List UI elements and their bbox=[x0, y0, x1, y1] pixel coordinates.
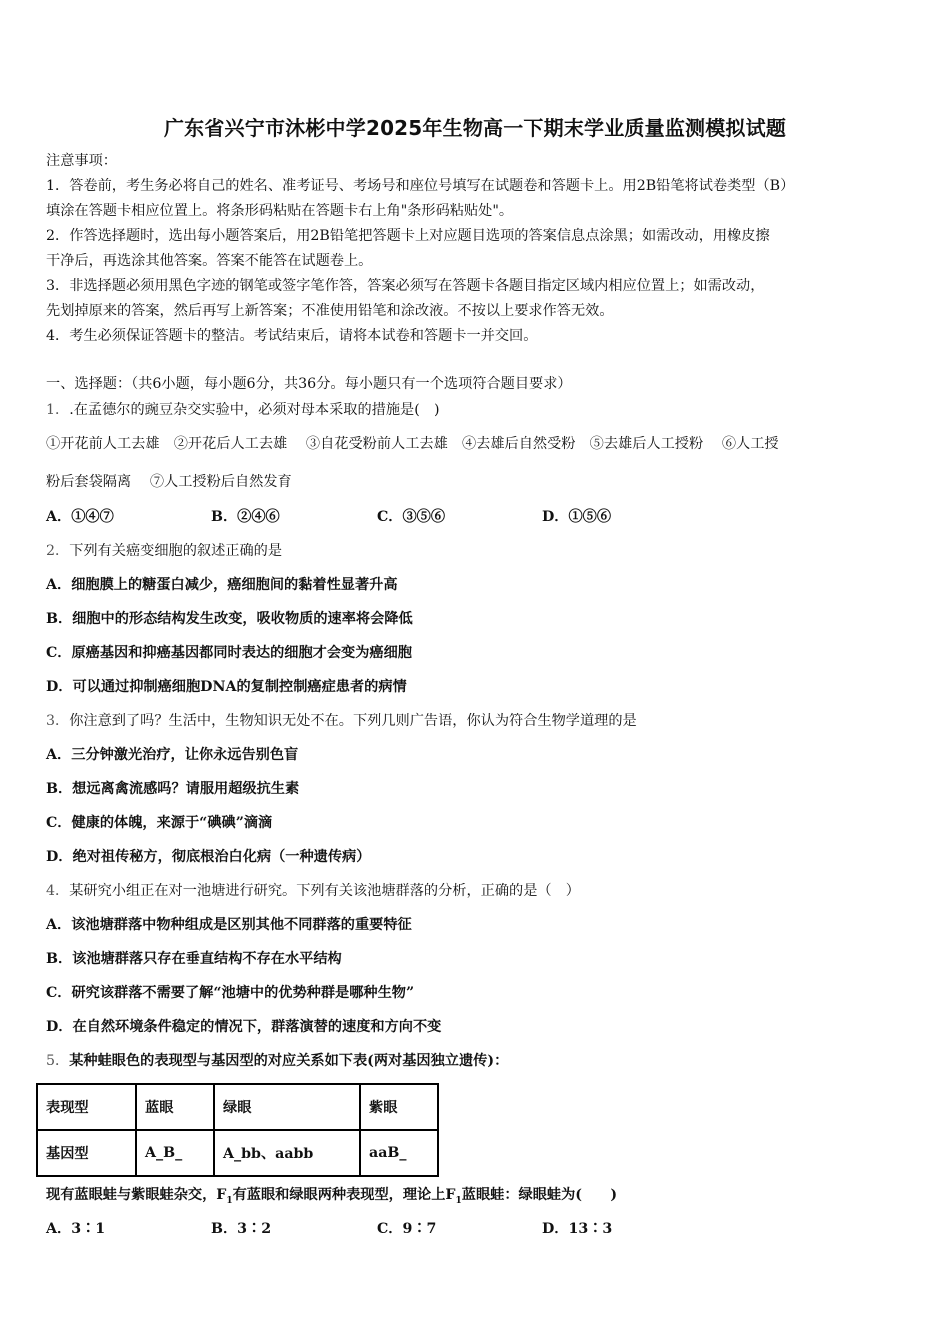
q1-option-a[interactable]: A．①④⑦ bbox=[46, 509, 114, 525]
genotype-table bbox=[36, 1083, 439, 1177]
q2-option-c[interactable]: C．原癌基因和抑癌基因都同时表达的细胞才会变为癌细胞 bbox=[46, 645, 412, 661]
table-cell: 蓝眼 bbox=[136, 1084, 214, 1130]
question-number: 1． bbox=[46, 402, 70, 418]
question-text: 某研究小组正在对一池塘进行研究。下列有关该池塘群落的分析，正确的是（ ） bbox=[69, 883, 580, 899]
q4-option-d[interactable]: D．在自然环境条件稳定的情况下，群落演替的速度和方向不变 bbox=[46, 1019, 442, 1035]
notice-line: 1．答卷前，考生务必将自己的姓名、准考证号、考场号和座位号填写在试题卷和答题卡上。用2B铅笔将试卷类型（B） bbox=[46, 178, 795, 194]
table-cell: A_B_ bbox=[136, 1130, 214, 1176]
table-cell: 绿眼 bbox=[214, 1084, 360, 1130]
question-4-stem bbox=[46, 881, 580, 901]
notice-line: 2．作答选择题时，选出每小题答案后，用2B铅笔把答题卡上对应题目选项的答案信息点涂黑；如需改动，用橡皮擦 bbox=[46, 228, 770, 244]
table-cell: 基因型 bbox=[37, 1130, 136, 1176]
question-number: 3． bbox=[46, 713, 70, 729]
prompt-text: 蓝眼蛙：绿眼蛙为( ) bbox=[461, 1187, 618, 1203]
question-2-stem bbox=[46, 541, 282, 561]
notice-line: 先划掉原来的答案，然后再写上新答案；不准使用铅笔和涂改液。不按以上要求作答无效。 bbox=[46, 303, 614, 319]
question-number: 5． bbox=[46, 1053, 70, 1069]
q2-option-d[interactable]: D．可以通过抑制癌细胞DNA的复制控制癌症患者的病情 bbox=[46, 679, 407, 695]
question-number: 4． bbox=[46, 883, 70, 899]
question-1-statements-cont: 粉后套袋隔离 ⑦人工授粉后自然发育 bbox=[46, 474, 292, 490]
q3-option-c[interactable]: C．健康的体魄，来源于“碘碘”滴滴 bbox=[46, 815, 273, 831]
question-1-stem bbox=[46, 400, 440, 420]
subscript: 1 bbox=[226, 1195, 233, 1206]
question-3-stem bbox=[46, 711, 637, 731]
q3-option-b[interactable]: B．想远离禽流感吗？请服用超级抗生素 bbox=[46, 781, 300, 797]
notice-line: 4．考生必须保证答题卡的整洁。考试结束后，请将本试卷和答题卡一并交回。 bbox=[46, 328, 538, 344]
table-row bbox=[37, 1084, 438, 1130]
q3-option-d[interactable]: D．绝对祖传秘方，彻底根治白化病（一种遗传病） bbox=[46, 849, 371, 865]
question-1-statements: ①开花前人工去雄 ②开花后人工去雄 ③自花受粉前人工去雄 ④去雄后自然受粉 ⑤去雄后人工授粉 ⑥人工授 bbox=[46, 436, 779, 452]
q2-option-a[interactable]: A．细胞膜上的糖蛋白减少，癌细胞间的黏着性显著升高 bbox=[46, 577, 398, 593]
notice-line: 3．非选择题必须用黑色字迹的钢笔或签字笔作答，答案必须写在答题卡各题目指定区域内相应位置上；如需改动， bbox=[46, 278, 765, 294]
q5-option-d[interactable]: D．13∶3 bbox=[542, 1221, 613, 1237]
prompt-text: 现有蓝眼蛙与紫眼蛙杂交，F bbox=[46, 1187, 227, 1203]
q1-option-b[interactable]: B．②④⑥ bbox=[211, 509, 280, 525]
table-row bbox=[37, 1130, 438, 1176]
question-number: 2． bbox=[46, 543, 70, 559]
notice-line: 干净后，再选涂其他答案。答案不能答在试题卷上。 bbox=[46, 253, 373, 269]
q1-option-c[interactable]: C．③⑤⑥ bbox=[377, 509, 446, 525]
table-cell: A_bb、aabb bbox=[214, 1130, 360, 1176]
q1-option-d[interactable]: D．①⑤⑥ bbox=[542, 509, 612, 525]
prompt-text: 有蓝眼和绿眼两种表现型，理论上F bbox=[232, 1187, 456, 1203]
notice-line: 填涂在答题卡相应位置上。将条形码粘贴在答题卡右上角"条形码粘贴处"。 bbox=[46, 203, 514, 219]
q5-option-a[interactable]: A．3∶1 bbox=[46, 1221, 106, 1237]
q2-option-b[interactable]: B．细胞中的形态结构发生改变，吸收物质的速率将会降低 bbox=[46, 611, 413, 627]
table-cell: 紫眼 bbox=[360, 1084, 438, 1130]
q4-option-c[interactable]: C．研究该群落不需要了解“池塘中的优势种群是哪种生物” bbox=[46, 985, 415, 1001]
question-5-prompt bbox=[46, 1185, 617, 1211]
notice-heading: 注意事项： bbox=[46, 153, 117, 169]
question-text: .在孟德尔的豌豆杂交实验中，必须对母本采取的措施是( ) bbox=[69, 402, 440, 418]
page-title: 广东省兴宁市沐彬中学2025年生物高一下期末学业质量监测模拟试题 bbox=[163, 116, 787, 140]
question-5-stem bbox=[46, 1051, 508, 1071]
q4-option-a[interactable]: A．该池塘群落中物种组成是区别其他不同群落的重要特征 bbox=[46, 917, 412, 933]
section-heading: 一、选择题：（共6小题，每小题6分，共36分。每小题只有一个选项符合题目要求） bbox=[46, 376, 572, 392]
q5-option-c[interactable]: C．9∶7 bbox=[377, 1221, 437, 1237]
q3-option-a[interactable]: A．三分钟激光治疗，让你永远告别色盲 bbox=[46, 747, 299, 763]
q5-option-b[interactable]: B．3∶2 bbox=[211, 1221, 272, 1237]
table-cell: 表现型 bbox=[37, 1084, 136, 1130]
question-text: 下列有关癌变细胞的叙述正确的是 bbox=[69, 543, 283, 559]
subscript: 1 bbox=[455, 1195, 462, 1206]
table-cell: aaB_ bbox=[360, 1130, 438, 1176]
q4-option-b[interactable]: B．该池塘群落只存在垂直结构不存在水平结构 bbox=[46, 951, 342, 967]
question-text: 某种蛙眼色的表现型与基因型的对应关系如下表(两对基因独立遗传)： bbox=[69, 1053, 509, 1069]
question-text: 你注意到了吗？生活中，生物知识无处不在。下列几则广告语，你认为符合生物学道理的是 bbox=[69, 713, 637, 729]
